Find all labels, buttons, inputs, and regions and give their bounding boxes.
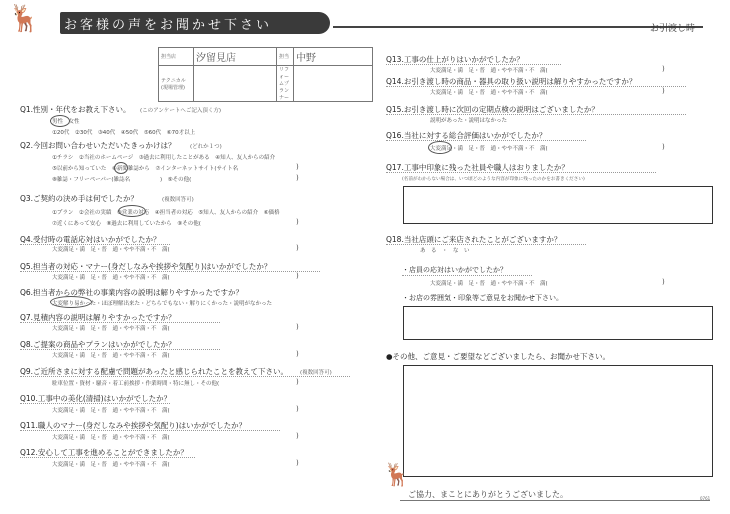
q10-underline: [20, 403, 170, 404]
reform-value[interactable]: [294, 66, 373, 102]
q15-underline: [386, 114, 686, 115]
q4-options[interactable]: 大変満足・満 足・普 通・やや不満・不 満(: [52, 247, 170, 253]
q7-paren: ): [296, 323, 299, 331]
q9-underline: [20, 376, 350, 377]
handover-label: お引渡し時: [650, 24, 696, 34]
q17-sub: (名前がわからない場合は、いつ頃どのような内容が印象に残ったのかをお書きください): [402, 177, 585, 182]
q4-text: Q4.受付時の電話応対はいかがでしたか？: [20, 235, 161, 244]
q9-options[interactable]: 駐車位置・資材・騒音・着工前挨拶・作業時間・特に無し・その他(: [52, 381, 220, 387]
q1-sex-options[interactable]: 男性 女性: [52, 119, 80, 125]
q8-underline: [20, 349, 220, 350]
q5-paren: ): [296, 272, 299, 280]
q1-age-options[interactable]: ①20代 ②30代 ③40代 ④50代 ⑤60代 ⑥70才以上: [52, 130, 196, 136]
q9-text: Q9.ご近所さまに対する配慮で問題があったと感じられたことを教えて下さい。: [20, 367, 288, 376]
q11-text: Q11.職人のマナー(身だしなみや挨拶や気配り)はいかがでしたか？: [20, 421, 247, 430]
q9-paren: ): [296, 378, 299, 386]
person-label: 担当: [277, 48, 294, 66]
q18-underline: [386, 244, 586, 245]
q14-options[interactable]: 大変満足・満 足・普 通・やや不満・不 満(: [430, 90, 548, 96]
q17-underline: [386, 172, 656, 173]
deer-logo-icon: 🦌: [383, 463, 411, 488]
q15-text: Q15.お引き渡し時に次回の定期点検の説明はございましたか？: [386, 105, 599, 114]
q1-sub: (このアンケートへご記入頂く方): [140, 108, 221, 114]
q5-text: Q5.担当者の対応・マナー(身だしなみや挨拶や気配り)はいかがでしたか？: [20, 262, 272, 271]
q18-shop-underline: [402, 275, 532, 276]
other-comments-label: ●その他、ご意見・ご要望などございましたら、お聞かせ下さい。: [386, 352, 611, 361]
q4-paren: ): [296, 244, 299, 252]
store-table: [158, 47, 373, 102]
q14-text: Q14.お引き渡し時の商品・器具の取り扱い説明は解りやすかったですか？: [386, 77, 637, 86]
q14-paren: ): [662, 87, 665, 95]
page-title: お客様の声をお聞かせ下さい: [64, 18, 273, 33]
q13-underline: [386, 64, 561, 65]
q10-paren: ): [296, 405, 299, 413]
store-value[interactable]: 汐留見店: [194, 48, 277, 66]
q13-text: Q13.工事の仕上がりはいかがでしたか？: [386, 55, 524, 64]
q16-text: Q16.当社に対する総合評価はいかがでしたか？: [386, 131, 547, 140]
q18-atmosphere-box[interactable]: [403, 306, 713, 340]
q2-options-line1[interactable]: ①チラシ ②当社のホームページ ③過去に利用したことがある ④知人、友人からの紹介: [52, 155, 276, 161]
answer-circle-mark: [118, 205, 146, 217]
q7-text: Q7.見積内容の説明は解りやすかったですか？: [20, 313, 176, 322]
q8-text: Q8.ご提案の商品やプランはいかがでしたか？: [20, 340, 176, 349]
q2-paren-2: ): [296, 174, 299, 182]
q7-underline: [20, 322, 220, 323]
answer-circle-mark: [428, 141, 452, 154]
q5-underline: [20, 271, 320, 272]
q17-text: Q17.工事中印象に残った社員や職人はおりましたか？: [386, 163, 569, 172]
q18-shop-options[interactable]: 大変満足・満 足・普 通・やや不満・不 満(: [430, 281, 548, 287]
q11-underline: [20, 430, 280, 431]
header-rule: [333, 26, 703, 28]
q6-options[interactable]: 大変解り易かった・ほぼ理解出来た・どちらでもない・解りにくかった・説明がなかった: [52, 301, 272, 307]
person-value[interactable]: 中野: [294, 48, 373, 66]
q2-options-line4[interactable]: ) ⑨その他(: [160, 177, 192, 183]
q18-shop-paren: ): [662, 278, 665, 286]
q13-options[interactable]: 大変満足・満 足・普 通・やや不満・不 満(: [430, 68, 548, 74]
q11-paren: ): [296, 432, 299, 440]
tech-value[interactable]: [194, 66, 277, 102]
q15-options[interactable]: 説明があった・説明はなかった: [430, 118, 507, 124]
reform-label: リフォームプランナー: [277, 66, 294, 102]
q3-paren: ): [296, 218, 299, 226]
answer-circle-mark: [50, 296, 92, 308]
tech-label: テクニカル(現場管理): [159, 66, 194, 102]
q18-shop-question: ・店員の応対はいかがでしたか？: [402, 266, 507, 274]
q10-options[interactable]: 大変満足・満 足・普 通・やや不満・不 満(: [52, 408, 170, 414]
q16-options[interactable]: 大変満足・満 足・普 通・やや不満・不 満(: [430, 146, 548, 152]
footer-rule: [400, 500, 710, 501]
q12-text: Q12.安心して工事を進めることができましたか？: [20, 448, 188, 457]
answer-circle-mark: [114, 162, 128, 174]
q2-options-line3[interactable]: ⑧雑誌・フリーペーパー(雑誌名: [52, 177, 131, 183]
other-comments-box[interactable]: [403, 365, 713, 477]
q18-options[interactable]: あ る ・ な い: [420, 248, 470, 254]
q3-options-line2[interactable]: ⑦近くにあって安心 ⑧過去に利用していたから ⑨その他(: [52, 221, 201, 227]
deer-logo-icon: 🦌: [8, 4, 41, 34]
q16-underline: [386, 140, 586, 141]
q12-paren: ): [296, 459, 299, 467]
q13-paren: ): [662, 65, 665, 73]
answer-circle-mark: [50, 115, 70, 127]
q3-text: Q3.ご契約の決め手は何でしたか？: [20, 194, 139, 203]
q1-text: Q1.性別・年代をお教え下さい。: [20, 105, 131, 114]
q2-paren: ): [296, 163, 299, 171]
q10-text: Q10.工事中の美化(清掃)はいかがでしたか？: [20, 394, 172, 403]
q2-sub: (どれか１つ): [190, 144, 222, 150]
q11-options[interactable]: 大変満足・満 足・普 通・やや不満・不 満(: [52, 435, 170, 441]
q8-paren: ): [296, 350, 299, 358]
q6-text: Q6.担当者からの弊社の事業内容の説明は解りやすかったですか？: [20, 288, 244, 297]
q12-options[interactable]: 大変満足・満 足・普 通・やや不満・不 満(: [52, 462, 170, 468]
q3-sub: (複数回答可): [162, 197, 194, 203]
q7-options[interactable]: 大変満足・満 足・普 通・やや不満・不 満(: [52, 326, 170, 332]
q2-text: Q2.今回お問い合わせいただいたきっかけは？: [20, 141, 176, 150]
q18-atmosphere-question: ・お店の雰囲気・印象等ご意見をお聞かせ下さい。: [402, 294, 563, 302]
q18-text: Q18.当社店頭にご来店されたことがございますか？: [386, 235, 562, 244]
q12-underline: [20, 457, 195, 458]
q14-underline: [386, 86, 686, 87]
store-label: 担当店: [159, 48, 194, 66]
q2-options-line2[interactable]: ⑤以前から知っていた ⑥新聞雑誌から ⑦インターネットサイト(サイト名: [52, 166, 239, 172]
q9-sub: (複数回答可): [300, 370, 332, 376]
form-code: 0761: [700, 496, 711, 501]
thanks-message: ご協力、まことにありがとうございました。: [408, 490, 568, 499]
q16-paren: ): [662, 143, 665, 151]
q3-options-line1[interactable]: ①プラン ②会社の実績 ③営業の対応 ④担当者の対応 ⑤知人、友人からの紹介 ⑥価格: [52, 210, 280, 216]
q8-options[interactable]: 大変満足・満 足・普 通・やや不満・不 満(: [52, 353, 170, 359]
q5-options[interactable]: 大変満足・満 足・普 通・やや不満・不 満(: [52, 275, 170, 281]
q17-answer-box[interactable]: [403, 186, 713, 224]
